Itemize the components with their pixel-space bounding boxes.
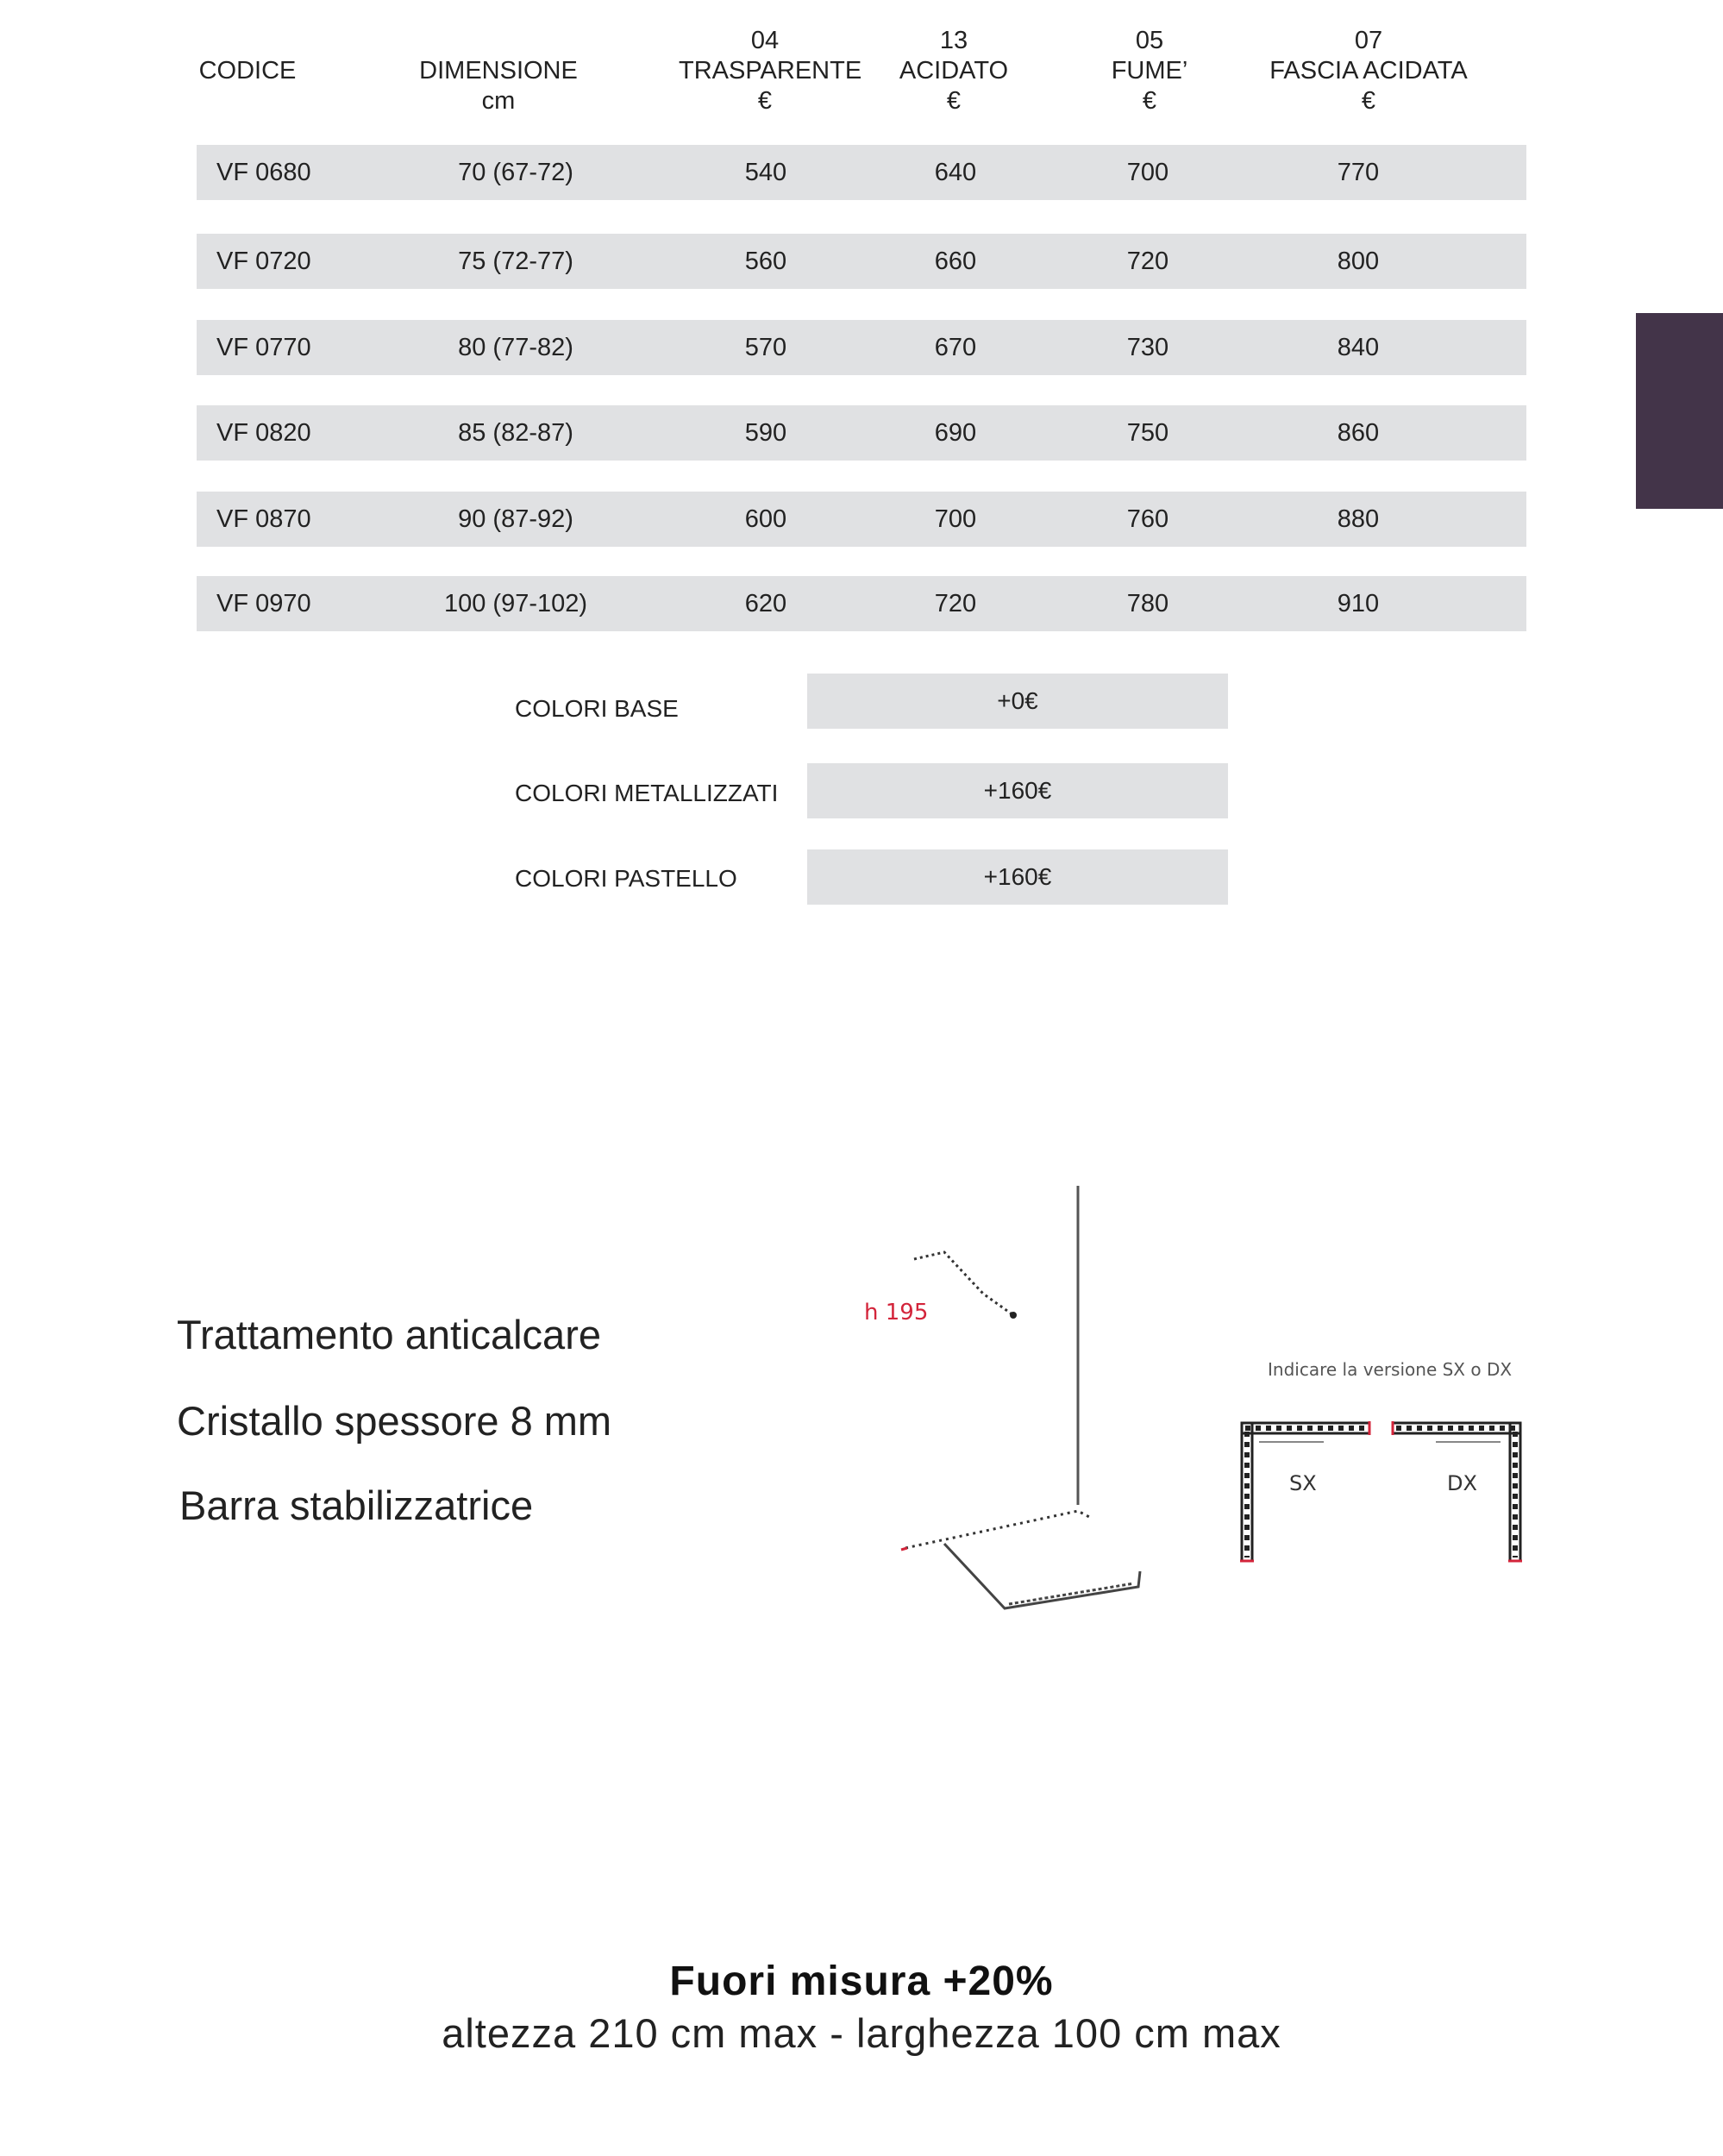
color-option-label: COLORI BASE	[515, 695, 679, 722]
header-trasparente: 04 TRASPARENTE €	[679, 27, 862, 115]
tray-marker	[901, 1548, 907, 1550]
cell-dimension: 100 (97-102)	[443, 590, 588, 617]
cell-fume: 700	[1126, 159, 1169, 186]
cell-fascia: 800	[1337, 248, 1380, 275]
header-codice: CODICE	[198, 57, 297, 85]
table-row	[197, 405, 1526, 461]
cell-code: VF 0720	[216, 248, 311, 275]
door-swing-top	[914, 1252, 1013, 1315]
height-label: h 195	[864, 1300, 929, 1326]
cell-fume: 720	[1126, 248, 1169, 275]
cell-dimension: 85 (82-87)	[458, 419, 573, 447]
dx-label: DX	[1447, 1471, 1477, 1495]
color-option-price-box	[807, 763, 1228, 818]
cell-code: VF 0870	[216, 505, 311, 533]
sx-label: SX	[1289, 1471, 1317, 1495]
section-side-tab	[1636, 313, 1723, 509]
sx-layout	[1240, 1421, 1369, 1561]
cell-fume: 750	[1126, 419, 1169, 447]
cell-trasparente: 620	[744, 590, 787, 617]
feature-item: Barra stabilizzatrice	[179, 1482, 534, 1528]
cell-fascia: 840	[1337, 334, 1380, 361]
cell-trasparente: 570	[744, 334, 787, 361]
tray-edge	[1009, 1583, 1134, 1604]
cell-fascia: 770	[1337, 159, 1380, 186]
feature-item: Cristallo spessore 8 mm	[177, 1398, 612, 1444]
cell-fume: 760	[1126, 505, 1169, 533]
cell-fascia: 910	[1337, 590, 1380, 617]
cell-dimension: 75 (72-77)	[458, 248, 573, 275]
table-row	[197, 492, 1526, 547]
cell-code: VF 0820	[216, 419, 311, 447]
cell-dimension: 70 (67-72)	[458, 159, 573, 186]
dx-layout	[1393, 1421, 1522, 1561]
shower-tray	[944, 1544, 1140, 1608]
cell-trasparente: 600	[744, 505, 787, 533]
color-option-price: +0€	[997, 687, 1038, 714]
color-option-label: COLORI METALLIZZATI	[515, 780, 779, 806]
header-fascia-acidata: 07 FASCIA ACIDATA €	[1269, 27, 1468, 115]
cell-dimension: 80 (77-82)	[458, 334, 573, 361]
cell-trasparente: 540	[744, 159, 787, 186]
table-row	[197, 234, 1526, 289]
version-note: Indicare la versione SX o DX	[1268, 1359, 1513, 1380]
cell-acidato: 640	[934, 159, 977, 186]
cell-trasparente: 560	[744, 248, 787, 275]
custom-size-limits: altezza 210 cm max - larghezza 100 cm max	[442, 2010, 1281, 2056]
header-dimensione: DIMENSIONE cm	[419, 57, 578, 115]
color-option-price: +160€	[983, 777, 1052, 804]
cell-acidato: 700	[934, 505, 977, 533]
color-option-price: +160€	[983, 863, 1052, 890]
color-option-price-box	[807, 674, 1228, 729]
feature-item: Trattamento anticalcare	[177, 1312, 601, 1357]
cell-acidato: 670	[934, 334, 977, 361]
shower-diagram	[828, 1173, 1535, 1639]
cell-fume: 730	[1126, 334, 1169, 361]
cell-dimension: 90 (87-92)	[458, 505, 573, 533]
cell-acidato: 660	[934, 248, 977, 275]
cell-fascia: 860	[1337, 419, 1380, 447]
cell-fascia: 880	[1337, 505, 1380, 533]
table-row	[197, 145, 1526, 200]
cell-code: VF 0970	[216, 590, 311, 617]
cell-trasparente: 590	[744, 419, 787, 447]
cell-fume: 780	[1126, 590, 1169, 617]
table-row	[197, 320, 1526, 375]
table-row	[197, 576, 1526, 631]
custom-size-title: Fuori misura +20%	[669, 1959, 1054, 2004]
cell-code: VF 0770	[216, 334, 311, 361]
door-swing-bottom	[905, 1511, 1091, 1548]
header-fume: 05 FUME’ €	[1111, 27, 1188, 115]
header-acidato: 13 ACIDATO €	[899, 27, 1009, 115]
cell-code: VF 0680	[216, 159, 311, 186]
cell-acidato: 720	[934, 590, 977, 617]
color-option-label: COLORI PASTELLO	[515, 865, 737, 892]
pivot-dot	[1010, 1312, 1017, 1319]
color-option-price-box	[807, 849, 1228, 905]
cell-acidato: 690	[934, 419, 977, 447]
